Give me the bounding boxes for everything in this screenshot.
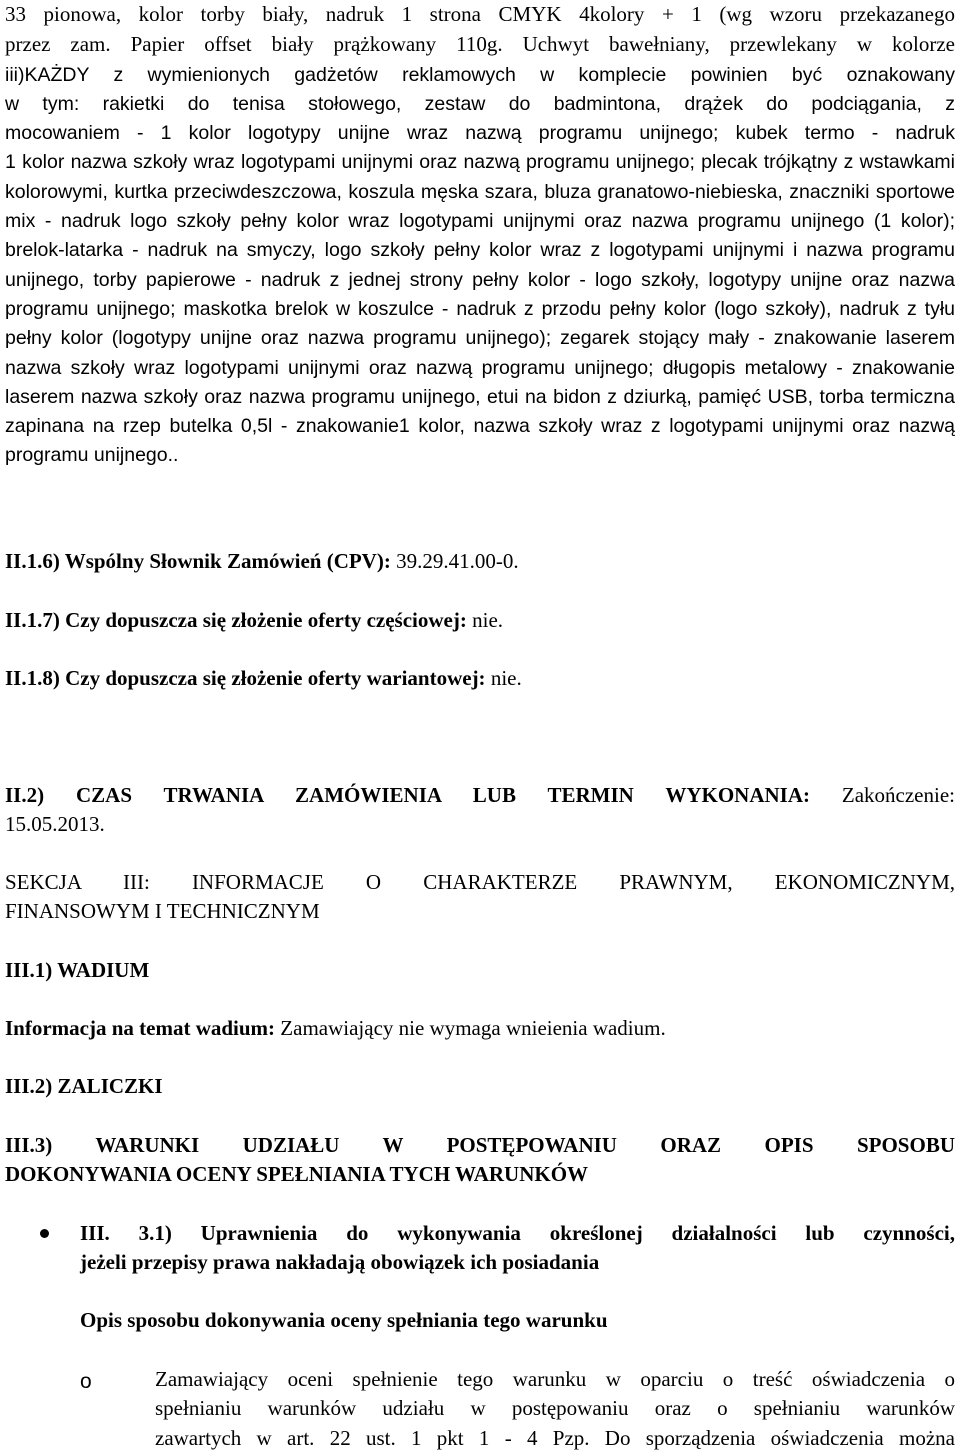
section-iii-heading	[5, 868, 955, 927]
wadium-info-label: Informacja na temat wadium:	[5, 1016, 276, 1040]
section-partial-offer-value: nie.	[466, 608, 504, 632]
section-conditions-line-2-bold: DOKONYWANIA OCENY SPEŁNIANIA TYCH WARUNKÓW	[5, 1162, 589, 1187]
section-zaliczki-heading-bold: III.2) ZALICZKI	[5, 1074, 163, 1098]
section-conditions-line-1	[5, 1131, 955, 1160]
intro-line-2-text: przez zam. Papier offset biały prążkowany 110g. Uchwyt bawełniany, przewlekany w kolorze	[5, 32, 955, 57]
bullet-dot-icon	[40, 1229, 49, 1238]
section-partial-offer	[5, 606, 955, 635]
section-cpv	[5, 547, 955, 576]
section-duration-value-a: Zakończenie:	[810, 783, 955, 807]
intro-line-2	[5, 30, 955, 60]
list-item-assessment-line-2: spełnianiu warunków udziału w postępowaniu oraz o spełnianiu warunków	[155, 1396, 955, 1421]
section-variant-offer	[5, 664, 955, 693]
section-conditions-line-1-bold: III.3) WARUNKI UDZIAŁU W POSTĘPOWANIU ORAZ OPIS SPOSOBU	[5, 1133, 955, 1157]
bullet-item-permissions-line-1-bold: III. 3.1) Uprawnienia do wykonywania określonej działalności lub czynności,	[80, 1221, 955, 1245]
section-iii-line-2: FINANSOWYM I TECHNICZNYM	[5, 899, 320, 924]
bullet-item-permissions-line-2-bold: jeżeli przepisy prawa nakładają obowiązek ich posiadania	[80, 1250, 600, 1275]
circle-bullet-icon: o	[80, 1370, 92, 1393]
section-conditions-heading	[5, 1131, 955, 1190]
section-wadium-heading	[5, 956, 955, 985]
list-item-assessment-text	[155, 1365, 955, 1453]
bullet-item-permissions-line-2	[80, 1248, 955, 1277]
intro-line-4: w tym: rakietki do tenisa stołowego, zestaw do badmintona, drążek do podciągania, z	[5, 92, 955, 115]
section-duration	[5, 781, 955, 840]
section-cpv-value: 39.29.41.00-0.	[390, 549, 519, 573]
assessment-method-heading-bold: Opis sposobu dokonywania oceny spełniania tego warunku	[80, 1308, 608, 1332]
bullet-item-permissions-text	[80, 1219, 955, 1278]
section-conditions-line-2	[5, 1160, 955, 1189]
bullet-item-permissions-line-1	[80, 1219, 955, 1248]
list-item-assessment-line-3: zawartych w art. 22 ust. 1 pkt 1 - 4 Pzp. Do sporządzenia oświadczenia można	[155, 1425, 955, 1450]
section-zaliczki-heading	[5, 1072, 955, 1101]
bullet-item-permissions	[5, 1219, 955, 1279]
section-duration-line-2: 15.05.2013.	[5, 812, 105, 837]
section-duration-line-1	[5, 781, 955, 810]
section-variant-offer-value: nie.	[485, 666, 522, 690]
intro-line-1	[5, 0, 955, 30]
assessment-method-heading	[80, 1306, 955, 1335]
section-cpv-label: II.1.6) Wspólny Słownik Zamówień (CPV):	[5, 549, 391, 573]
section-wadium-heading-bold: III.1) WADIUM	[5, 958, 150, 982]
intro-line-5: mocowaniem - 1 kolor logotypy unijne wraz nazwą programu unijnego; kubek termo - nadruk	[5, 122, 955, 145]
section-partial-offer-label: II.1.7) Czy dopuszcza się złożenie oferty częściowej:	[5, 608, 467, 632]
wadium-info	[5, 1014, 955, 1043]
intro-line-3: iii)KAŻDY z wymienionych gadżetów reklamowych w komplecie powinien być oznakowany	[5, 63, 955, 86]
section-iii-line-1: SEKCJA III: INFORMACJE O CHARAKTERZE PRAWNYM, EKONOMICZNYM,	[5, 870, 955, 894]
intro-paragraph	[5, 0, 955, 471]
section-variant-offer-label: II.1.8) Czy dopuszcza się złożenie oferty wariantowej:	[5, 666, 486, 690]
list-item-assessment-line-1: Zamawiający oceni spełnienie tego warunku w oparciu o treść oświadczenia o	[155, 1367, 955, 1391]
intro-line-1-text: 33 pionowa, kolor torby biały, nadruk 1 strona CMYK 4kolory + 1 (wg wzoru przekazanego	[5, 2, 955, 26]
wadium-info-value: Zamawiający nie wymaga wnieienia wadium.	[275, 1016, 666, 1040]
section-duration-label: II.2) CZAS TRWANIA ZAMÓWIENIA LUB TERMIN WYKONANIA:	[5, 783, 810, 807]
intro-rest: 1 kolor nazwa szkoły wraz logotypami unijnymi oraz nazwą programu unijnego; plecak trójkątny z wstawkami kolorowymi, kurtka przeciwdeszczowa, koszula męska szara, bluza granatowo-niebieska, znaczniki sportowe mix - nadruk logo szkoły pełny kolor wraz logotypami unijnymi oraz nazwa programu unijnego (1 kolor); brelok-latarka - nadruk na smyczy, logo szkoły pełny kolor wraz z logotypami unijnymi i nazwa programu unijnego, torby papierowe - nadruk z jednej strony pełny kolor - logo szkoły, logotypy unijne oraz nazwa programu unijnego; maskotka brelok w koszulce - nadruk z przodu pełny kolor (logo szkoły), nadruk z tyłu pełny kolor (logotypy unijne oraz nazwa programu unijnego); zegarek stojący mały - znakowanie laserem nazwa szkoły wraz logotypami unijnymi oraz nazwą programu unijnego; długopis metalowy - znakowanie laserem nazwa szkoły oraz nazwa programu unijnego, etui na bidon z dziurką, pamięć USB, torba termiczna zapinana na rzep butelka 0,5l - znakowanie1 kolor, nazwa szkoły wraz z logotypami unijnymi oraz nazwą programu unijnego..	[5, 151, 955, 467]
list-item-assessment	[5, 1365, 955, 1452]
